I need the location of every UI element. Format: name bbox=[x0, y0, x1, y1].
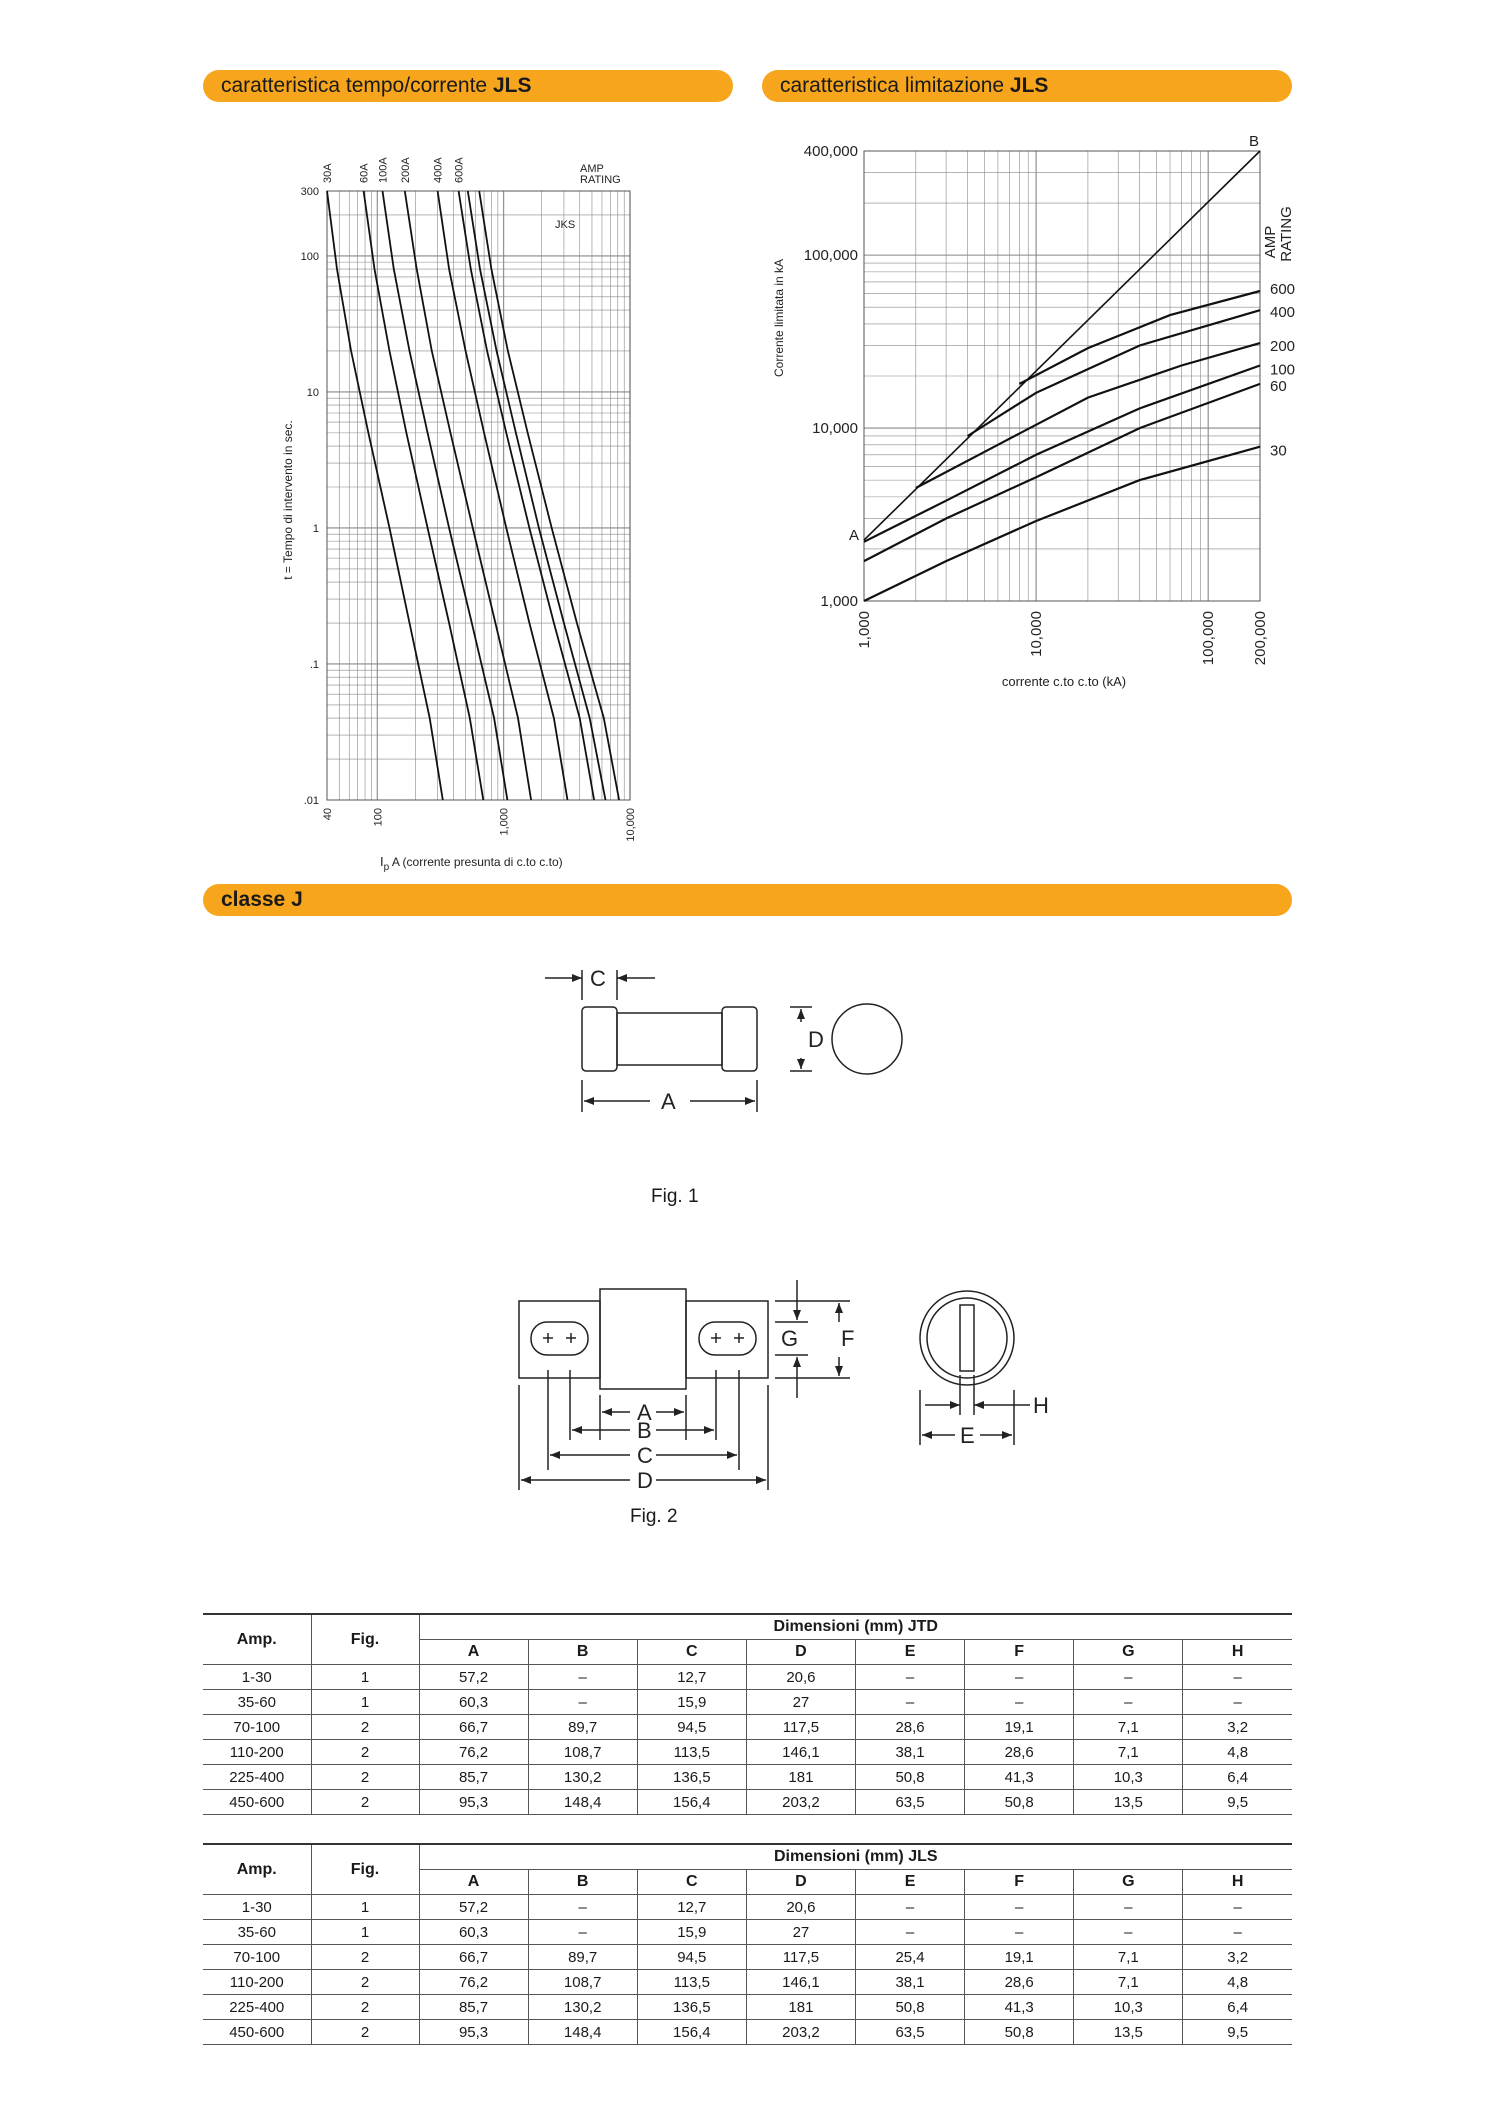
table-cell: 10,3 bbox=[1074, 1765, 1183, 1790]
table-cell: 4,8 bbox=[1183, 1740, 1292, 1765]
table-col-header: D bbox=[746, 1640, 855, 1665]
limitation-series-label: 30 bbox=[1270, 442, 1287, 460]
table-cell: 9,5 bbox=[1183, 1790, 1292, 1815]
table-cell: 136,5 bbox=[637, 1765, 746, 1790]
limitation-series-label: 60 bbox=[1270, 377, 1287, 395]
table-cell: 57,2 bbox=[419, 1895, 528, 1920]
fig2-slot-left bbox=[531, 1322, 588, 1355]
table-cell: 203,2 bbox=[746, 1790, 855, 1815]
table-cell: 12,7 bbox=[637, 1665, 746, 1690]
table-cell: 181 bbox=[746, 1995, 855, 2020]
section-title-time-current: caratteristica tempo/corrente bbox=[221, 74, 493, 97]
table-cell: 12,7 bbox=[637, 1895, 746, 1920]
table-row bbox=[203, 2020, 1292, 2045]
table-cell: 27 bbox=[746, 1690, 855, 1715]
table-row bbox=[203, 1970, 1292, 1995]
table-cell: 4,8 bbox=[1183, 1970, 1292, 1995]
limitation-ytick: 1,000 bbox=[820, 593, 858, 610]
table-row bbox=[203, 1945, 1292, 1970]
limitation-xtick: 10,000 bbox=[1028, 611, 1046, 657]
table-cell: 3,2 bbox=[1183, 1945, 1292, 1970]
table-row bbox=[203, 1665, 1292, 1690]
table-col-header: H bbox=[1183, 1870, 1292, 1895]
fig1-label-a: A bbox=[661, 1089, 676, 1114]
section-title-class: classe J bbox=[221, 888, 303, 911]
table-cell: 66,7 bbox=[419, 1715, 528, 1740]
table-cell: 1 bbox=[311, 1920, 419, 1945]
limitation-ytick: 100,000 bbox=[803, 247, 858, 265]
table-cell: 1 bbox=[311, 1665, 419, 1690]
table-cell: 13,5 bbox=[1074, 1790, 1183, 1815]
time-current-curve-label: 30A bbox=[322, 163, 334, 183]
table-cell: – bbox=[856, 1665, 965, 1690]
table-cell: 76,2 bbox=[419, 1740, 528, 1765]
table-col-header: G bbox=[1074, 1870, 1183, 1895]
table-cell: 7,1 bbox=[1074, 1970, 1183, 1995]
table-cell: – bbox=[1183, 1895, 1292, 1920]
table-cell: – bbox=[528, 1690, 637, 1715]
table-cell: 41,3 bbox=[965, 1995, 1074, 2020]
table-cell: – bbox=[528, 1665, 637, 1690]
table-col-header: E bbox=[856, 1640, 965, 1665]
table-cell: 450-600 bbox=[203, 1790, 311, 1815]
table-head-amp: Amp. bbox=[203, 1614, 311, 1665]
limitation-point-a: A bbox=[849, 527, 860, 544]
limitation-xtick: 200,000 bbox=[1252, 611, 1269, 666]
table-cell: – bbox=[1183, 1920, 1292, 1945]
table-col-header: B bbox=[528, 1640, 637, 1665]
table-col-header: F bbox=[965, 1640, 1074, 1665]
table-cell: 94,5 bbox=[637, 1945, 746, 1970]
fig2-slot-right bbox=[699, 1322, 756, 1355]
table-col-header: C bbox=[637, 1870, 746, 1895]
table-col-header: D bbox=[746, 1870, 855, 1895]
table-cell: 130,2 bbox=[528, 1765, 637, 1790]
time-current-ylabel: t = Tempo di intervento in sec. bbox=[281, 420, 295, 580]
table-cell: – bbox=[1074, 1690, 1183, 1715]
table-row bbox=[203, 1715, 1292, 1740]
section-title-limitation: caratteristica limitazione bbox=[780, 74, 1010, 97]
fig2-label-a: A bbox=[637, 1400, 652, 1425]
table-cell: 108,7 bbox=[528, 1740, 637, 1765]
fig2-body bbox=[600, 1289, 686, 1389]
time-current-xtick: 1,000 bbox=[498, 808, 511, 836]
time-current-curve-label: 200A bbox=[399, 157, 412, 183]
time-current-xlabel-text: A (corrente presunta di c.to c.to) bbox=[389, 855, 563, 869]
table-cell: 57,2 bbox=[419, 1665, 528, 1690]
table-cell: 130,2 bbox=[528, 1995, 637, 2020]
limitation-legend-title-1: AMP bbox=[1262, 225, 1279, 259]
limitation-legend-title-2: RATING bbox=[1278, 206, 1295, 262]
table-cell: 2 bbox=[311, 1765, 419, 1790]
table-cell: 110-200 bbox=[203, 1970, 311, 1995]
table-cell: 7,1 bbox=[1074, 1715, 1183, 1740]
table-row bbox=[203, 1765, 1292, 1790]
table-cell: 146,1 bbox=[746, 1970, 855, 1995]
time-current-xlabel-prefix: I bbox=[380, 854, 384, 869]
table-cell: 1-30 bbox=[203, 1665, 311, 1690]
table-cell: – bbox=[856, 1690, 965, 1715]
table-cell: 94,5 bbox=[637, 1715, 746, 1740]
table-cell: 63,5 bbox=[856, 1790, 965, 1815]
table-cell: 50,8 bbox=[856, 1995, 965, 2020]
fig2-label-g: G bbox=[781, 1326, 799, 1351]
fig2-label-c: C bbox=[637, 1443, 653, 1468]
time-current-curve-label: 600A bbox=[453, 157, 466, 183]
table-cell: – bbox=[965, 1895, 1074, 1920]
table-col-header: A bbox=[419, 1870, 528, 1895]
table-title: Dimensioni (mm) JTD bbox=[419, 1614, 1292, 1640]
table-cell: 15,9 bbox=[637, 1690, 746, 1715]
time-current-curve-label: 100A bbox=[377, 157, 390, 183]
table-head-fig: Fig. bbox=[311, 1614, 419, 1665]
table-cell: 25,4 bbox=[856, 1945, 965, 1970]
table-cell: 6,4 bbox=[1183, 1765, 1292, 1790]
table-cell: 15,9 bbox=[637, 1920, 746, 1945]
table-cell: 225-400 bbox=[203, 1765, 311, 1790]
table-cell: 1 bbox=[311, 1895, 419, 1920]
time-current-curve-label: 60A bbox=[358, 163, 371, 183]
table-cell: 450-600 bbox=[203, 2020, 311, 2045]
table-cell: 148,4 bbox=[528, 1790, 637, 1815]
limitation-ytick: 400,000 bbox=[803, 143, 858, 160]
table-head-amp: Amp. bbox=[203, 1844, 311, 1895]
table-cell: 38,1 bbox=[856, 1970, 965, 1995]
time-current-xtick: 10,000 bbox=[625, 808, 637, 842]
table-col-header: A bbox=[419, 1640, 528, 1665]
table-cell: 117,5 bbox=[746, 1945, 855, 1970]
table-cell: 7,1 bbox=[1074, 1740, 1183, 1765]
time-current-legend-title-1: AMP bbox=[580, 163, 604, 175]
table-cell: 89,7 bbox=[528, 1945, 637, 1970]
table-cell: 50,8 bbox=[965, 2020, 1074, 2045]
table-cell: 20,6 bbox=[746, 1665, 855, 1690]
table-cell: 76,2 bbox=[419, 1970, 528, 1995]
table-cell: 2 bbox=[311, 2020, 419, 2045]
time-current-xtick: 100 bbox=[372, 808, 385, 827]
table-cell: 70-100 bbox=[203, 1945, 311, 1970]
dimensions-table-jtd bbox=[203, 1613, 1292, 1815]
table-cell: – bbox=[856, 1920, 965, 1945]
table-cell: 60,3 bbox=[419, 1920, 528, 1945]
table-cell: 6,4 bbox=[1183, 1995, 1292, 2020]
table-row bbox=[203, 1740, 1292, 1765]
time-current-ytick: 100 bbox=[300, 250, 319, 263]
table-cell: 2 bbox=[311, 1740, 419, 1765]
table-row bbox=[203, 1920, 1292, 1945]
table-cell: 66,7 bbox=[419, 1945, 528, 1970]
table-cell: 63,5 bbox=[856, 2020, 965, 2045]
table-cell: 2 bbox=[311, 1970, 419, 1995]
fig2-label-d: D bbox=[637, 1468, 653, 1493]
table-cell: 203,2 bbox=[746, 2020, 855, 2045]
table-cell: 41,3 bbox=[965, 1765, 1074, 1790]
table-cell: 10,3 bbox=[1074, 1995, 1183, 2020]
time-current-curve-label: 400A bbox=[432, 157, 445, 183]
table-row bbox=[203, 1690, 1292, 1715]
limitation-ylabel: Corrente limitata in kA bbox=[772, 258, 786, 378]
table-cell: 95,3 bbox=[419, 1790, 528, 1815]
table-cell: 38,1 bbox=[856, 1740, 965, 1765]
table-cell: 28,6 bbox=[856, 1715, 965, 1740]
table-cell: 28,6 bbox=[965, 1970, 1074, 1995]
table-cell: 2 bbox=[311, 1995, 419, 2020]
fig2-label-f: F bbox=[841, 1326, 855, 1351]
table-cell: 85,7 bbox=[419, 1995, 528, 2020]
table-cell: 95,3 bbox=[419, 2020, 528, 2045]
table-cell: – bbox=[1074, 1895, 1183, 1920]
section-title-time-current-bold: JLS bbox=[492, 74, 532, 97]
table-cell: – bbox=[965, 1920, 1074, 1945]
table-cell: 2 bbox=[311, 1790, 419, 1815]
time-current-xtick: 40 bbox=[322, 808, 334, 821]
table-cell: 13,5 bbox=[1074, 2020, 1183, 2045]
table-cell: – bbox=[528, 1920, 637, 1945]
table-cell: – bbox=[965, 1665, 1074, 1690]
fig2-end-view-blade bbox=[960, 1305, 974, 1371]
table-col-header: G bbox=[1074, 1640, 1183, 1665]
table-cell: 50,8 bbox=[856, 1765, 965, 1790]
fig2-label-e: E bbox=[960, 1423, 975, 1448]
dimensions-table-jls bbox=[203, 1843, 1292, 2045]
table-cell: 2 bbox=[311, 1945, 419, 1970]
table-cell: 19,1 bbox=[965, 1945, 1074, 1970]
table-row bbox=[203, 1790, 1292, 1815]
table-cell: 20,6 bbox=[746, 1895, 855, 1920]
table-cell: 113,5 bbox=[637, 1970, 746, 1995]
table-cell: 60,3 bbox=[419, 1690, 528, 1715]
table-cell: 156,4 bbox=[637, 1790, 746, 1815]
table-cell: 19,1 bbox=[965, 1715, 1074, 1740]
time-current-annotation: JKS bbox=[555, 219, 576, 231]
fig2-caption: Fig. 2 bbox=[630, 1506, 678, 1527]
fig2-label-h: H bbox=[1033, 1393, 1049, 1418]
time-current-ytick: .1 bbox=[309, 658, 319, 671]
time-current-ytick: .01 bbox=[303, 795, 319, 807]
time-current-ytick: 1 bbox=[312, 522, 319, 535]
table-cell: 89,7 bbox=[528, 1715, 637, 1740]
time-current-legend-title-2: RATING bbox=[580, 174, 621, 186]
time-current-ytick: 300 bbox=[300, 186, 319, 198]
table-cell: 181 bbox=[746, 1765, 855, 1790]
table-cell: 110-200 bbox=[203, 1740, 311, 1765]
table-cell: 113,5 bbox=[637, 1740, 746, 1765]
table-cell: – bbox=[1074, 1920, 1183, 1945]
table-cell: 148,4 bbox=[528, 2020, 637, 2045]
table-cell: 2 bbox=[311, 1715, 419, 1740]
table-cell: – bbox=[856, 1895, 965, 1920]
table-cell: 9,5 bbox=[1183, 2020, 1292, 2045]
limitation-xtick: 1,000 bbox=[856, 611, 873, 649]
table-cell: 1 bbox=[311, 1690, 419, 1715]
table-col-header: H bbox=[1183, 1640, 1292, 1665]
fig1-label-c: C bbox=[590, 966, 606, 991]
table-cell: 117,5 bbox=[746, 1715, 855, 1740]
table-cell: – bbox=[528, 1895, 637, 1920]
limitation-xlabel: corrente c.to c.to (kA) bbox=[1001, 674, 1127, 689]
table-cell: 28,6 bbox=[965, 1740, 1074, 1765]
table-cell: 156,4 bbox=[637, 2020, 746, 2045]
table-cell: 70-100 bbox=[203, 1715, 311, 1740]
section-title-limitation-bold: JLS bbox=[1009, 74, 1049, 97]
fig2-label-b: B bbox=[637, 1418, 652, 1443]
table-cell: – bbox=[1183, 1690, 1292, 1715]
table-head-fig: Fig. bbox=[311, 1844, 419, 1895]
limitation-series-label: 400 bbox=[1270, 304, 1296, 322]
table-cell: – bbox=[1074, 1665, 1183, 1690]
limitation-series-label: 100 bbox=[1270, 361, 1296, 379]
limitation-ytick: 10,000 bbox=[812, 420, 858, 438]
table-cell: 35-60 bbox=[203, 1690, 311, 1715]
table-cell: 85,7 bbox=[419, 1765, 528, 1790]
limitation-series-label: 600 bbox=[1270, 281, 1296, 299]
time-current-xlabel-sub: p bbox=[383, 862, 390, 873]
table-cell: 35-60 bbox=[203, 1920, 311, 1945]
table-cell: 136,5 bbox=[637, 1995, 746, 2020]
table-cell: – bbox=[1183, 1665, 1292, 1690]
limitation-series-label: 200 bbox=[1270, 338, 1296, 356]
table-cell: 225-400 bbox=[203, 1995, 311, 2020]
table-cell: – bbox=[965, 1690, 1074, 1715]
table-cell: 146,1 bbox=[746, 1740, 855, 1765]
table-cell: 50,8 bbox=[965, 1790, 1074, 1815]
fig1-label-d: D bbox=[808, 1027, 824, 1052]
fig2-end-view-inner bbox=[927, 1298, 1007, 1378]
fig1-caption: Fig. 1 bbox=[651, 1186, 699, 1207]
limitation-point-b: B bbox=[1249, 133, 1260, 150]
table-cell: 7,1 bbox=[1074, 1945, 1183, 1970]
table-col-header: C bbox=[637, 1640, 746, 1665]
table-col-header: B bbox=[528, 1870, 637, 1895]
limitation-xtick: 100,000 bbox=[1200, 611, 1218, 666]
table-col-header: E bbox=[856, 1870, 965, 1895]
table-cell: 27 bbox=[746, 1920, 855, 1945]
table-row bbox=[203, 1895, 1292, 1920]
table-col-header: F bbox=[965, 1870, 1074, 1895]
table-cell: 3,2 bbox=[1183, 1715, 1292, 1740]
table-title: Dimensioni (mm) JLS bbox=[419, 1844, 1292, 1870]
table-cell: 108,7 bbox=[528, 1970, 637, 1995]
time-current-ytick: 10 bbox=[306, 386, 319, 399]
table-cell: 1-30 bbox=[203, 1895, 311, 1920]
table-row bbox=[203, 1995, 1292, 2020]
